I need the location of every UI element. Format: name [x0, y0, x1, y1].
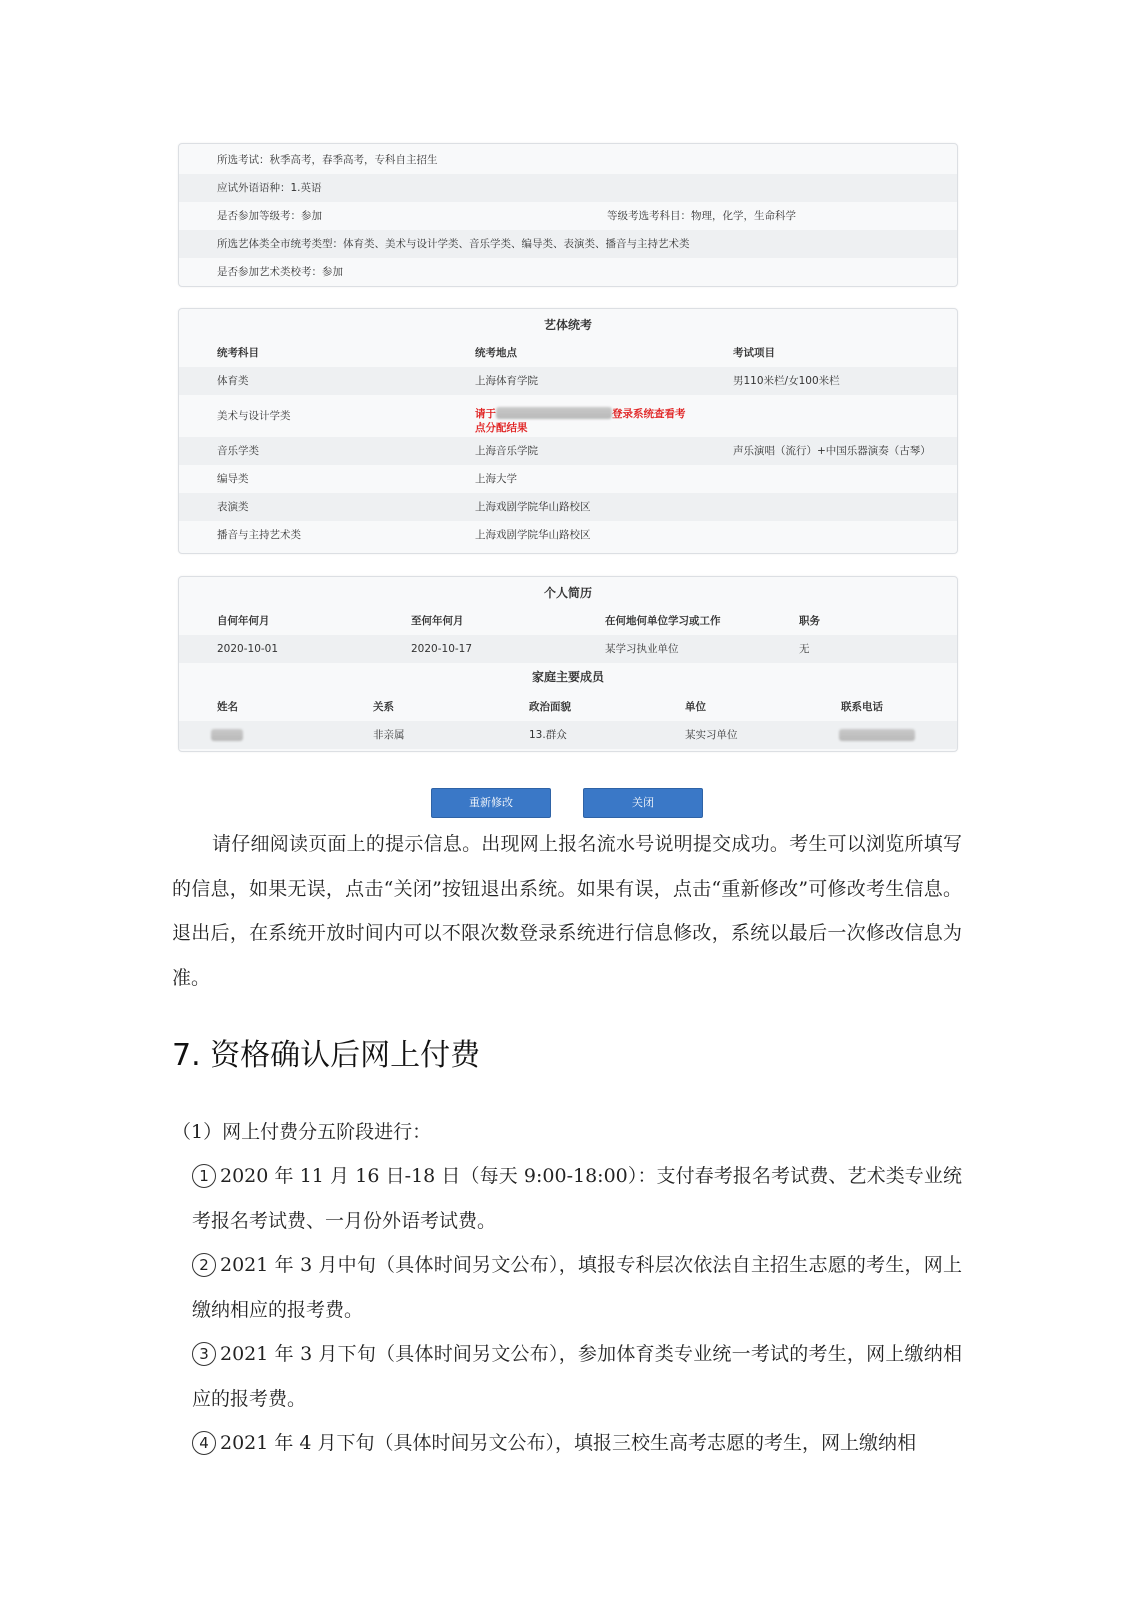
header-unit: 单位	[685, 701, 706, 713]
close-button[interactable]: 关闭	[583, 788, 703, 818]
list-item	[192, 1421, 962, 1466]
cell-subject: 表演类	[217, 501, 249, 513]
stage-text: 2021 年 3 月中旬（具体时间另文公布），填报专科层次依法自主招生志愿的考生，网上缴纳相应的报考费。	[192, 1254, 962, 1321]
cell-place: 某学习执业单位	[605, 643, 679, 655]
resume-header	[179, 607, 957, 635]
stage-number: 3	[192, 1342, 216, 1366]
list-item	[192, 1154, 962, 1243]
exam-row	[179, 146, 957, 174]
table-row	[179, 465, 957, 493]
redacted-date	[496, 407, 612, 419]
resume-title: 个人简历	[543, 586, 592, 600]
notice-text: 点分配结果	[475, 422, 528, 434]
cell-location: 上海体育学院	[475, 375, 538, 387]
header-name: 姓名	[217, 701, 238, 713]
cell-unit: 某实习单位	[685, 729, 738, 741]
header-place: 在何地何单位学习或工作	[605, 615, 721, 627]
notice-text: 登录系统查看考	[612, 408, 686, 420]
table-row	[179, 635, 957, 663]
cell-subject: 体育类	[217, 375, 249, 387]
header-item: 考试项目	[733, 347, 775, 359]
cell-from: 2020-10-01	[217, 643, 279, 655]
allocation-notice	[475, 402, 686, 435]
redacted-phone	[839, 729, 915, 741]
cell-subject: 播音与主持艺术类	[217, 529, 301, 541]
selected-exams: 所选考试：秋季高考，春季高考，专科自主招生	[217, 154, 438, 166]
cell-location: 上海音乐学院	[475, 445, 538, 457]
notice-text: 请于	[475, 408, 496, 420]
art-school-exam: 是否参加艺术类校考：参加	[217, 266, 343, 278]
cell-item: 男110米栏/女100米栏	[733, 375, 840, 387]
table-row	[179, 721, 957, 749]
table-row	[179, 493, 957, 521]
level-exam: 是否参加等级考：参加	[217, 210, 322, 222]
language-row	[179, 174, 957, 202]
cell-position: 无	[799, 643, 810, 655]
family-header	[179, 693, 957, 721]
header-phone: 联系电话	[841, 701, 883, 713]
exam-selection-panel	[178, 143, 958, 287]
redacted-name	[211, 729, 243, 741]
paragraph-text: 请仔细阅读页面上的提示信息。出现网上报名流水号说明提交成功。考生可以浏览所填写的信息，如果无误，点击“关闭”按钮退出系统。如果有误，点击“重新修改”可修改考生信息。退出后，在系统开放时间内可以不限次数登录系统进行信息修改，系统以最后一次修改信息为准。	[172, 833, 962, 989]
art-types-row	[179, 230, 957, 258]
stage-number: 4	[192, 1431, 216, 1455]
stage-text: 2021 年 4 月下旬（具体时间另文公布），填报三校生高考志愿的考生，网上缴纳相	[220, 1432, 917, 1454]
cell-item: 声乐演唱（流行）+中国乐器演奏（古琴）	[733, 445, 931, 457]
level-exam-subjects: 等级考选考科目：物理，化学，生命科学	[607, 210, 796, 222]
instruction-paragraph	[172, 822, 962, 1000]
stage-number: 2	[192, 1253, 216, 1277]
cell-location: 上海戏剧学院华山路校区	[475, 529, 591, 541]
sub-heading: （1）网上付费分五阶段进行：	[172, 1121, 432, 1143]
list-item	[192, 1332, 962, 1421]
header-political: 政治面貌	[529, 701, 571, 713]
art-exam-header	[179, 339, 957, 367]
cell-subject: 美术与设计学类	[217, 410, 291, 422]
cell-subject: 音乐学类	[217, 445, 259, 457]
art-school-row	[179, 258, 957, 286]
cell-relation: 非亲属	[373, 729, 405, 741]
section-heading: 7. 资格确认后网上付费	[172, 1038, 481, 1073]
table-row	[179, 367, 957, 395]
stage-text: 2020 年 11 月 16 日-18 日（每天 9:00-18:00）：支付春考报名考试费、艺术类专业统考报名考试费、一月份外语考试费。	[192, 1165, 962, 1232]
stage-number: 1	[192, 1164, 216, 1188]
header-subject: 统考科目	[217, 347, 259, 359]
art-exam-panel	[178, 308, 958, 554]
art-exam-title: 艺体统考	[543, 318, 592, 332]
level-exam-row	[179, 202, 957, 230]
foreign-language: 应试外语语种：1.英语	[217, 182, 322, 194]
cell-subject: 编导类	[217, 473, 249, 485]
modify-button[interactable]: 重新修改	[431, 788, 551, 818]
header-location: 统考地点	[475, 347, 517, 359]
table-row	[179, 437, 957, 465]
resume-panel	[178, 576, 958, 752]
header-from: 自何年何月	[217, 615, 270, 627]
family-title: 家庭主要成员	[531, 670, 604, 684]
cell-to: 2020-10-17	[411, 643, 473, 655]
cell-location: 上海大学	[475, 473, 517, 485]
stage-text: 2021 年 3 月下旬（具体时间另文公布），参加体育类专业统一考试的考生，网上缴纳相应的报考费。	[192, 1343, 962, 1410]
header-position: 职务	[799, 615, 820, 627]
header-relation: 关系	[373, 701, 394, 713]
cell-location: 上海戏剧学院华山路校区	[475, 501, 591, 513]
table-row	[179, 395, 957, 437]
header-to: 至何年何月	[411, 615, 464, 627]
art-exam-types: 所选艺体类全市统考类型：体育类、美术与设计学类、音乐学类、编导类、表演类、播音与主持艺术类	[217, 238, 690, 250]
list-item	[192, 1243, 962, 1332]
cell-political: 13.群众	[529, 729, 567, 741]
table-row	[179, 521, 957, 549]
